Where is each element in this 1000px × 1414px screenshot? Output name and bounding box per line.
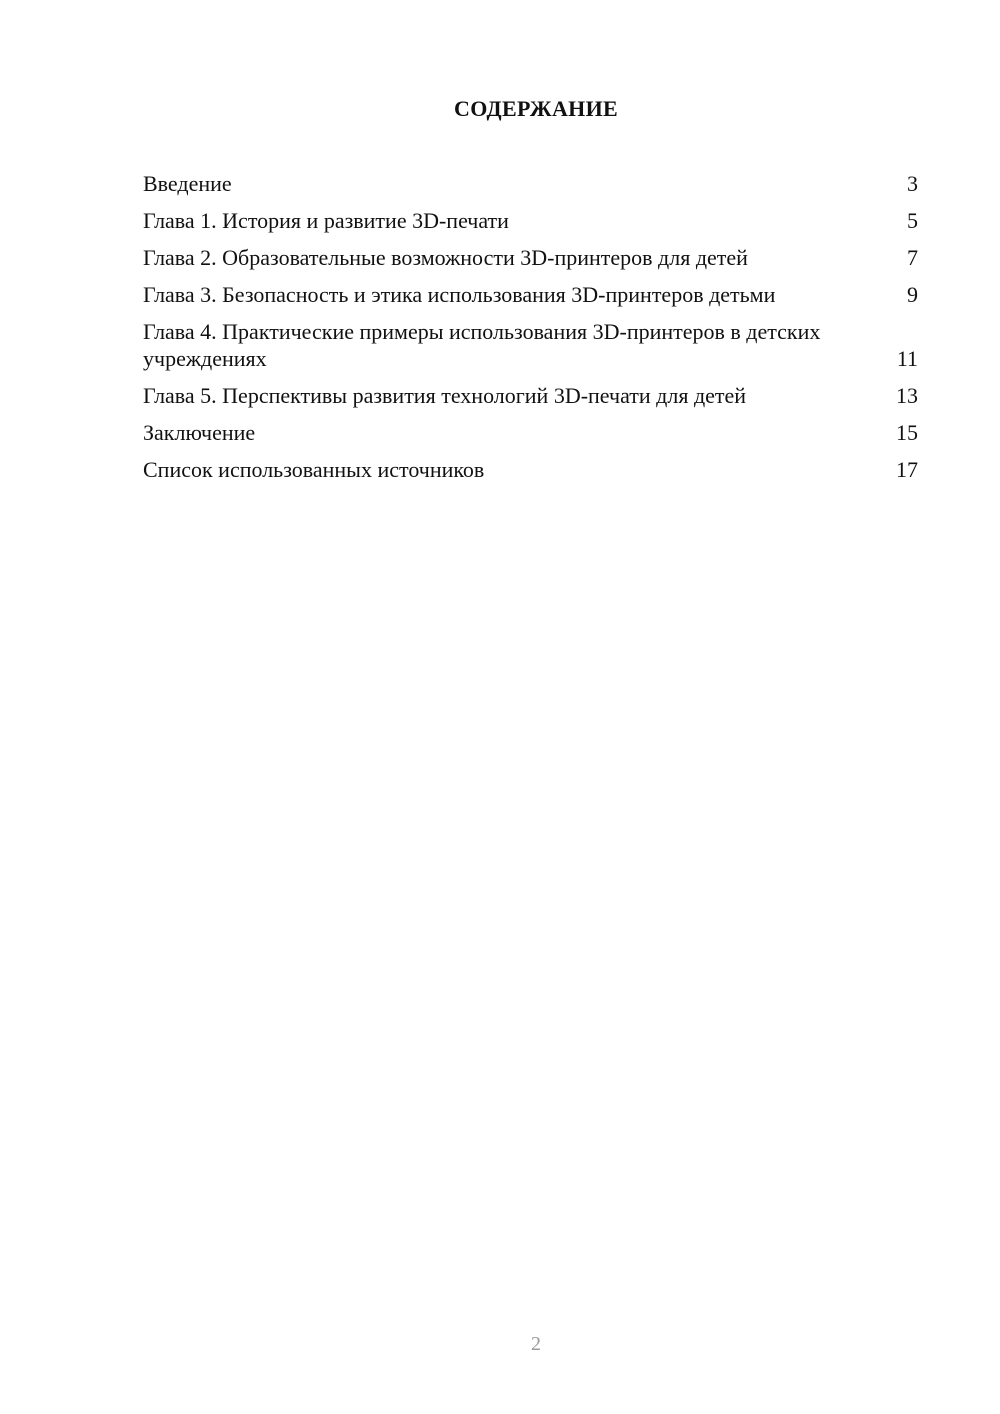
toc-entry-chapter-4[interactable] — [143, 318, 918, 372]
toc-entry-page: 15 — [896, 420, 918, 445]
toc-entry-text: Список использованных источников — [143, 457, 485, 482]
toc-entry-chapter-1[interactable] — [143, 207, 918, 234]
toc-entry-introduction[interactable] — [143, 170, 918, 197]
toc-entry-page: 7 — [907, 245, 918, 270]
table-of-contents — [143, 170, 918, 493]
toc-entry-text: Заключение — [143, 420, 256, 445]
toc-entry-chapter-2[interactable] — [143, 244, 918, 271]
toc-entry-page: 9 — [907, 282, 918, 307]
toc-entry-text: Глава 1. История и развитие 3D-печати — [143, 208, 509, 233]
toc-entry-text: Глава 2. Образовательные возможности 3D-принтеров для детей — [143, 245, 748, 270]
toc-entry-page: 17 — [896, 457, 918, 482]
toc-entry-page: 11 — [896, 346, 918, 371]
toc-entry-text: Глава 5. Перспективы развития технологий 3D-печати для детей — [143, 383, 747, 408]
toc-entry-page: 5 — [907, 208, 918, 233]
toc-entry-conclusion[interactable] — [143, 419, 918, 446]
toc-entry-text: Глава 4. Практические примеры использования 3D-принтеров в детских учреждениях — [143, 319, 821, 371]
page-number: 2 — [531, 1333, 541, 1355]
toc-entry-text: Глава 3. Безопасность и этика использования 3D-принтеров детьми — [143, 282, 776, 307]
page-title: СОДЕРЖАНИЕ — [454, 96, 618, 121]
toc-entry-chapter-3[interactable] — [143, 281, 918, 308]
toc-entry-text: Введение — [143, 171, 232, 196]
toc-entry-page: 3 — [907, 171, 918, 196]
toc-entry-chapter-5[interactable] — [143, 382, 918, 409]
toc-entry-page: 13 — [896, 383, 918, 408]
toc-entry-references[interactable] — [143, 456, 918, 483]
